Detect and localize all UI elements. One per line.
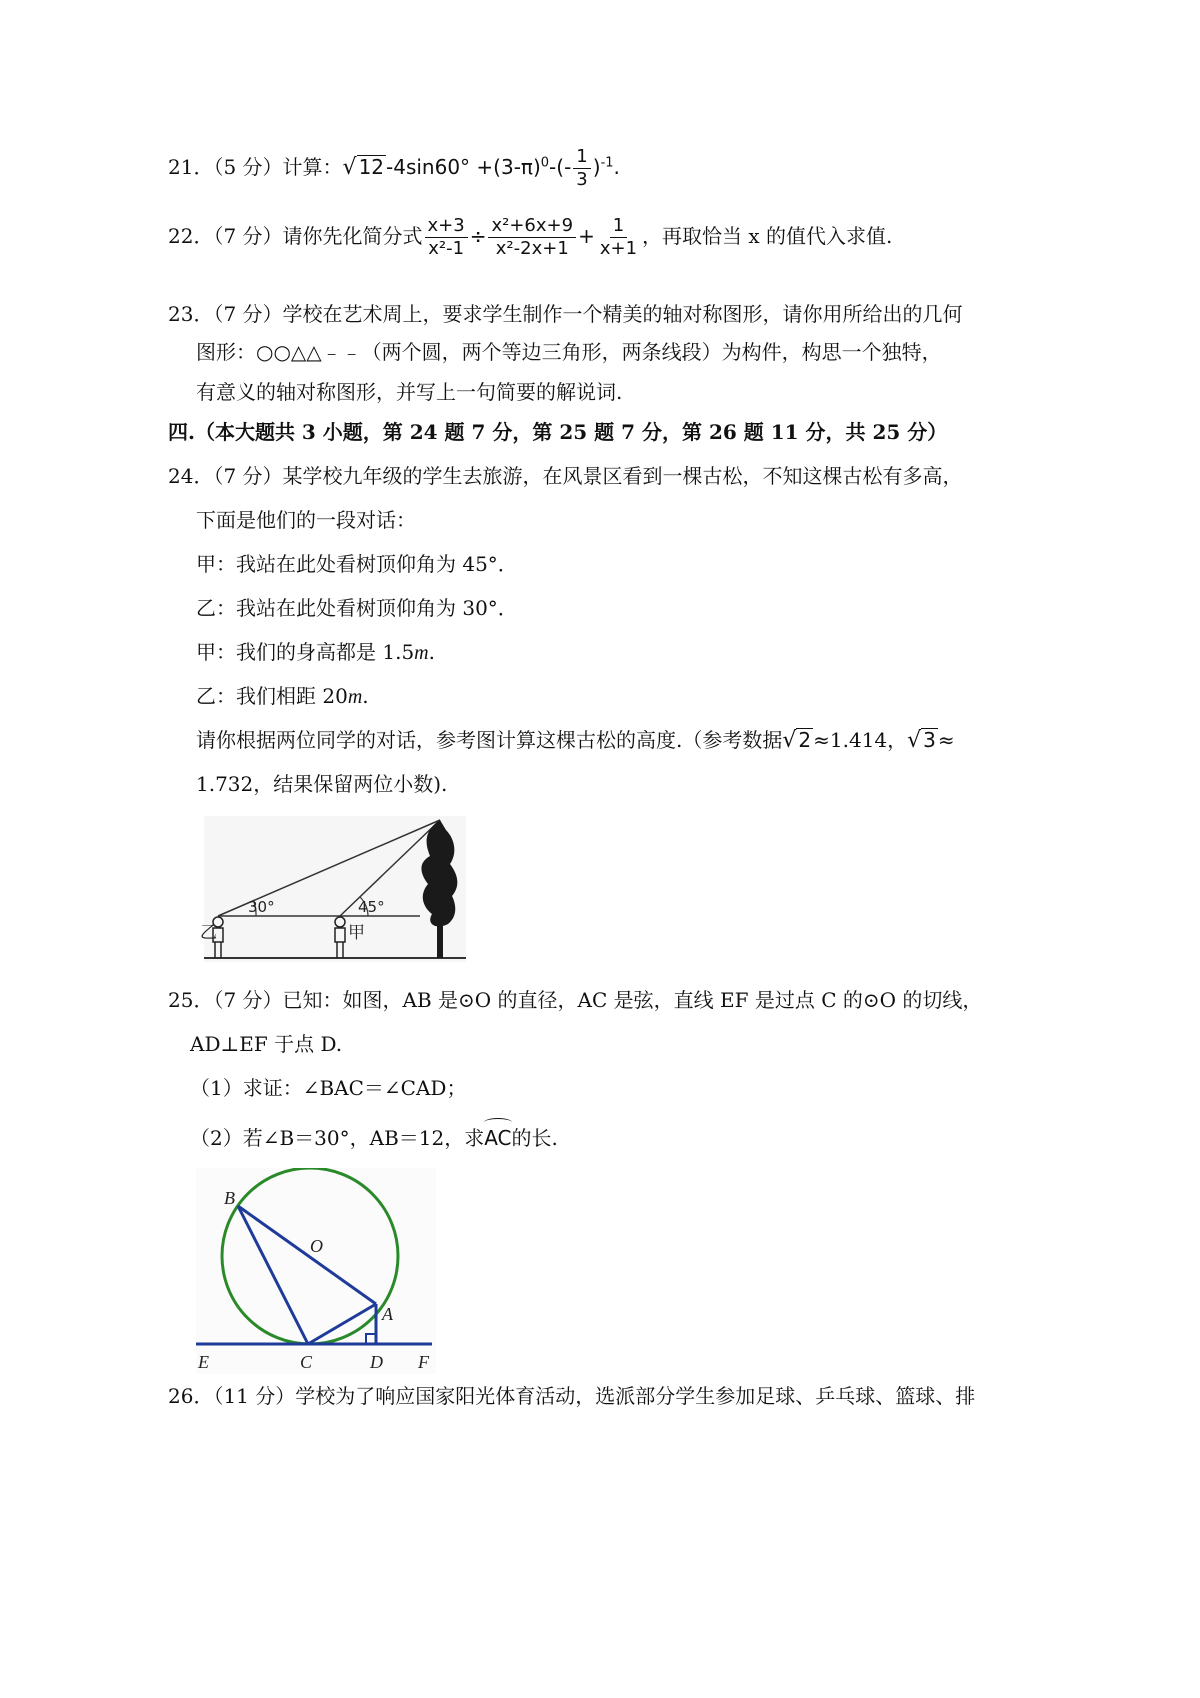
angle-label-30: 30°	[248, 898, 275, 916]
q24-line-2: 下面是他们的一段对话：	[196, 508, 416, 532]
q22-f2-den: x²-2x+1	[495, 238, 569, 259]
q23-line-2: 图形：○○△△﹣﹣（两个圆，两个等边三角形，两条线段）为构件，构思一个独特，	[196, 340, 942, 364]
q21-radicand: 12	[358, 155, 385, 179]
q24-d3-text: 甲：我们的身高都是 1.5	[196, 640, 415, 664]
q21-end: .	[613, 155, 620, 179]
q24-d4-text: 乙：我们相距 20	[196, 684, 348, 708]
q24-ask-1	[196, 726, 955, 755]
q22-div: ÷	[469, 224, 487, 248]
q22-fraction-1	[425, 215, 468, 260]
q24-d3-end: .	[428, 640, 435, 664]
q24-ask-2: 1.732，结果保留两位小数).	[196, 772, 448, 796]
q22-f3-num: 1	[610, 215, 627, 238]
q25-line-1: 25．（7 分）已知：如图，AB 是⊙O 的直径，AC 是弦，直线 EF 是过点 C 的⊙O 的切线，	[168, 988, 983, 1012]
q22-f1-den: x²-1	[428, 238, 465, 259]
q26-line-1: 26．（11 分）学校为了响应国家阳光体育活动，选派部分学生参加足球、乒乓球、篮球、排	[168, 1384, 976, 1408]
q21-frac-den: 3	[576, 169, 588, 190]
q25-circle-figure	[196, 1168, 436, 1374]
q21-frac-num: 1	[573, 146, 590, 169]
q22-label: 22．（7 分）请你先化简分式	[168, 224, 423, 248]
q24-dialog-1: 甲：我站在此处看树顶仰角为 45°．	[196, 552, 518, 576]
q24-approx1: ≈1.414，	[813, 728, 908, 752]
q24-line-1: 24．（7 分）某学校九年级的学生去旅游，在风景区看到一棵古松，不知这棵古松有多高，	[168, 464, 963, 488]
q24-dialog-3	[196, 638, 435, 667]
q22-fraction-2	[488, 215, 576, 260]
q25-part-1: （1）求证：∠BAC＝∠CAD；	[190, 1076, 467, 1100]
q24-approx2: ≈	[937, 728, 955, 752]
q21-fraction	[573, 146, 590, 191]
q22-tail: ，再取恰当 x 的值代入求值.	[642, 224, 893, 248]
arc-mark	[484, 1118, 511, 1127]
q22-plus: +	[578, 224, 595, 248]
label-f: F	[418, 1352, 429, 1372]
q24-sqrt2: 2	[798, 728, 812, 752]
label-yi: 乙	[200, 923, 217, 943]
q25-p2-end: 的长.	[511, 1126, 558, 1150]
q21-exp0: 0	[540, 155, 550, 171]
q24-dialog-4	[196, 682, 369, 711]
label-jia: 甲	[348, 923, 365, 943]
q24-ask-text: 请你根据两位同学的对话，参考图计算这棵古松的高度.（参考数据	[196, 728, 783, 752]
q21-line	[168, 146, 620, 191]
q21-expression	[342, 146, 620, 190]
label-c: C	[300, 1352, 313, 1372]
q22-fraction-3	[597, 215, 640, 260]
q22-f1-num: x+3	[425, 215, 468, 238]
q24-d4-unit: m	[347, 686, 363, 708]
q23-line-1: 23．（7 分）学校在艺术周上，要求学生制作一个精美的轴对称图形，请你用所给出的几何	[168, 302, 963, 326]
q25-line-2: AD⊥EF 于点 D.	[190, 1032, 343, 1056]
label-o: O	[310, 1236, 323, 1256]
q24-sqrt3: 3	[923, 728, 936, 752]
sqrt-sign: √	[782, 728, 797, 753]
q23-line-3: 有意义的轴对称图形，并写上一句简要的解说词.	[196, 380, 623, 404]
q25-p2-text: （2）若∠B＝30°，AB＝12，求	[190, 1126, 485, 1150]
label-b: B	[224, 1188, 235, 1208]
q25-part-2	[190, 1124, 558, 1152]
q21-exp-neg1: -1	[600, 155, 614, 171]
sqrt-sign: √	[342, 155, 357, 180]
section-4-heading: 四.（本大题共 3 小题，第 24 题 7 分，第 25 题 7 分，第 26 题 11 分，共 25 分）	[168, 420, 948, 444]
q21-expr-d: )	[592, 155, 601, 179]
q21-expr-b: -4sin60° +(3-π)	[386, 155, 541, 179]
arc-ac-label: AC	[484, 1126, 512, 1150]
arc-ac	[484, 1124, 511, 1152]
q24-dialog-2: 乙：我站在此处看树顶仰角为 30°．	[196, 596, 518, 620]
q22-f2-num: x²+6x+9	[488, 215, 576, 238]
sqrt-sign: √	[907, 728, 922, 753]
tree-trunk	[437, 922, 443, 958]
q21-label: 21．（5 分）计算：	[168, 155, 343, 179]
q22-f3-den: x+1	[599, 238, 638, 259]
q22-line	[168, 212, 892, 260]
angle-label-45: 45°	[358, 898, 385, 916]
label-e: E	[198, 1352, 209, 1372]
label-d: D	[370, 1352, 383, 1372]
q24-d4-end: .	[362, 684, 369, 708]
q21-expr-c: -(-	[549, 155, 572, 179]
label-a: A	[382, 1304, 393, 1324]
q24-tree-figure	[200, 812, 470, 964]
q24-d3-unit: m	[414, 642, 429, 664]
